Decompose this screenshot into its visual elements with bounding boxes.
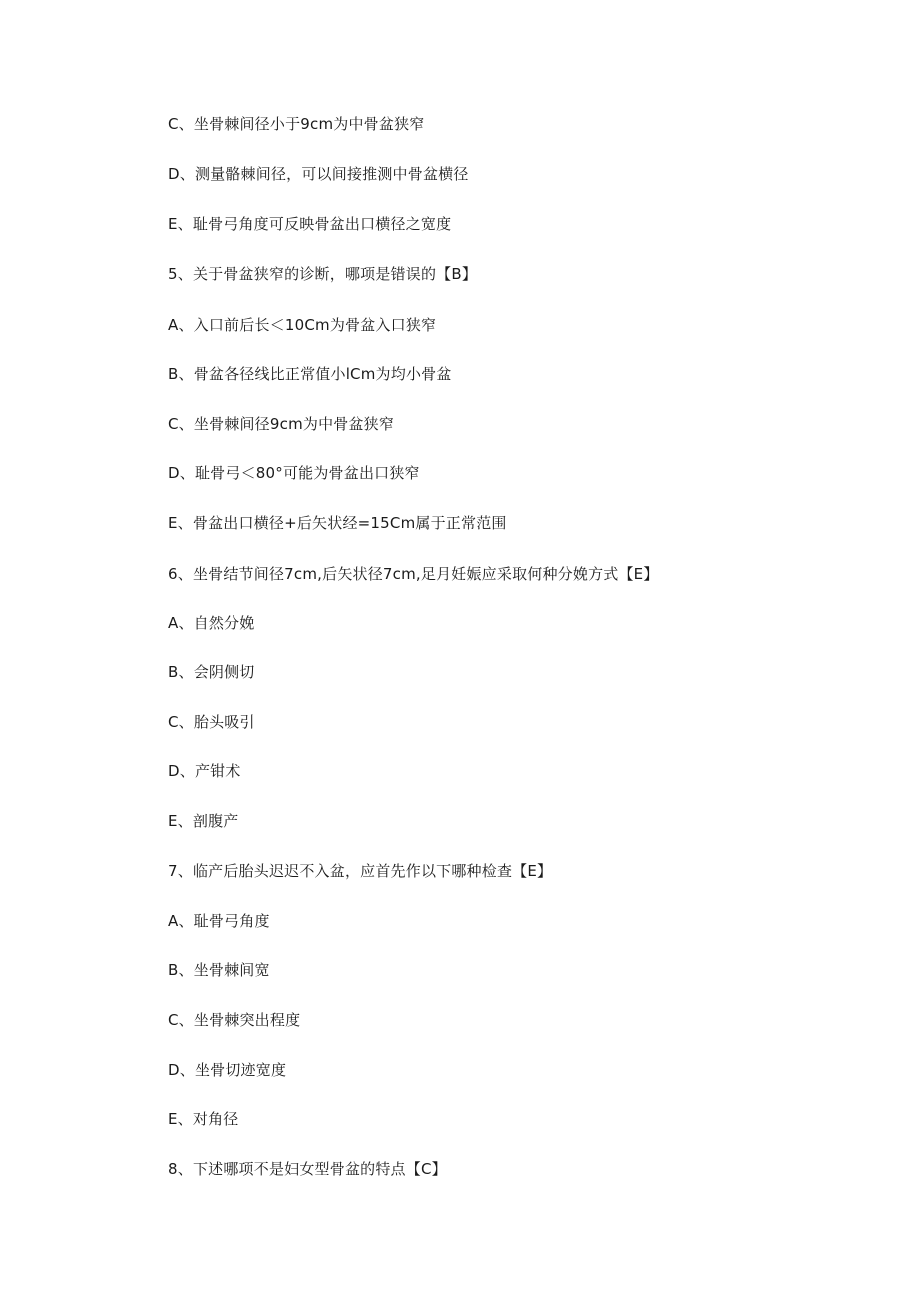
option-e-line: E、耻骨弓角度可反映骨盆出口横径之宽度 (168, 215, 452, 233)
question-5-option-c: C、坐骨棘间径9cm为中骨盆狭窄 (168, 415, 395, 433)
question-7-option-a: A、耻骨弓角度 (168, 912, 270, 930)
question-6: 6、坐骨结节间径7cm,后矢状径7cm,足月妊娠应采取何种分娩方式【E】 (168, 565, 659, 583)
question-5-option-e: E、骨盆出口横径+后矢状经=15Cm属于正常范围 (168, 514, 507, 532)
option-c-line: C、坐骨棘间径小于9cm为中骨盆狭窄 (168, 115, 425, 133)
question-6-option-e: E、剖腹产 (168, 812, 239, 830)
question-7-option-e: E、对角径 (168, 1110, 239, 1128)
question-6-option-c: C、胎头吸引 (168, 713, 255, 731)
question-7-option-b: B、坐骨棘间宽 (168, 961, 270, 979)
question-6-option-b: B、会阴侧切 (168, 663, 255, 681)
question-6-option-a: A、自然分娩 (168, 614, 255, 632)
question-6-option-d: D、产钳术 (168, 762, 241, 780)
question-5-option-d: D、耻骨弓＜80°可能为骨盆出口狭窄 (168, 464, 420, 482)
question-5-option-b: B、骨盆各径线比正常值小lCm为均小骨盆 (168, 365, 452, 383)
question-5: 5、关于骨盆狭窄的诊断，哪项是错误的【B】 (168, 265, 478, 283)
option-d-line: D、测量骼棘间径，可以间接推测中骨盆横径 (168, 165, 469, 183)
question-7: 7、临产后胎头迟迟不入盆，应首先作以下哪种检查【E】 (168, 862, 553, 880)
question-7-option-c: C、坐骨棘突出程度 (168, 1011, 301, 1029)
question-5-option-a: A、入口前后长＜10Cm为骨盆入口狭窄 (168, 316, 437, 334)
question-8: 8、下述哪项不是妇女型骨盆的特点【C】 (168, 1160, 447, 1178)
question-7-option-d: D、坐骨切迹宽度 (168, 1061, 287, 1079)
